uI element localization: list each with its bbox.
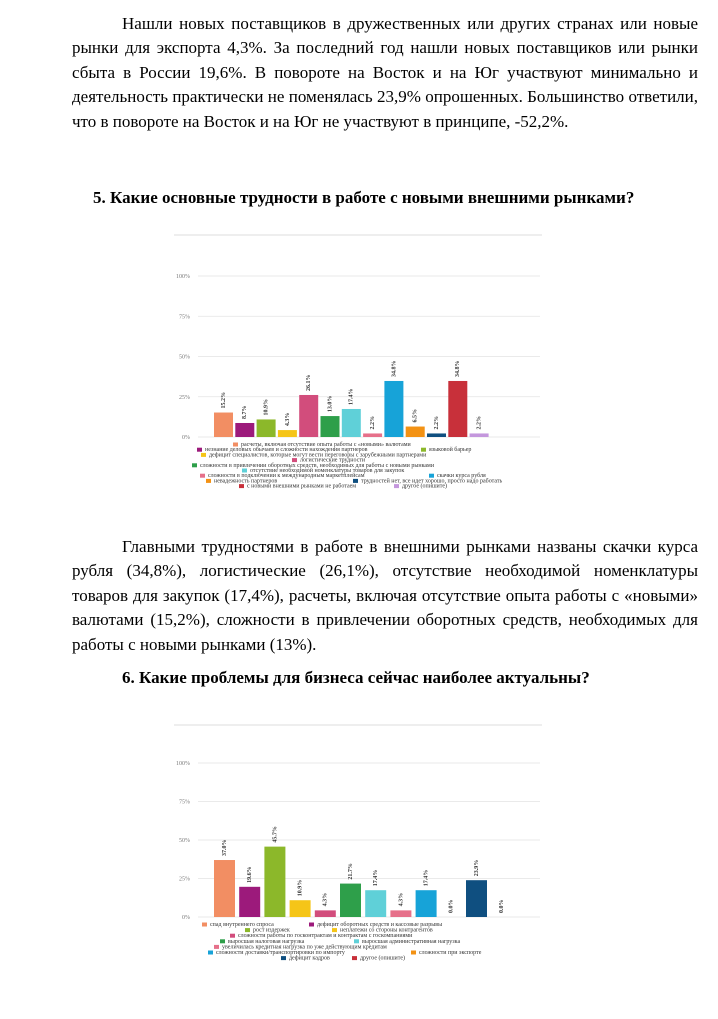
legend-swatch [309, 923, 314, 927]
chart-difficulties-external-markets [150, 232, 550, 517]
legend-swatch [192, 463, 197, 467]
bar [342, 409, 361, 437]
bar [427, 433, 446, 437]
bar [299, 395, 318, 437]
bar-value-label: 17.4% [423, 869, 430, 887]
bar-value-label: 34.8% [455, 360, 462, 377]
legend-label: рост издержек [253, 927, 290, 934]
bar [384, 381, 403, 437]
legend-label: выросшая налоговая нагрузка [228, 938, 305, 945]
legend-label: выросшая административная нагрузка [362, 938, 461, 945]
bar-value-label: 17.4% [348, 388, 355, 405]
bar [470, 433, 489, 437]
bar [214, 413, 233, 437]
legend-label: дефицит кадров [289, 955, 330, 962]
legend-swatch [281, 956, 286, 960]
bar [390, 910, 411, 917]
legend-swatch [292, 458, 297, 462]
bar [321, 416, 340, 437]
bar-value-label: 17.4% [373, 869, 380, 887]
y-tick-label: 25% [179, 876, 190, 883]
bar [315, 910, 336, 917]
legend-label: сложности доставки/транспортировки по импорту [216, 950, 345, 956]
bar-value-label: 2.2% [369, 415, 376, 430]
bar [416, 890, 437, 917]
legend-swatch [239, 484, 244, 488]
chart-business-problems [150, 722, 550, 992]
legend-label: сложности в подключении к международным маркетплейсам [208, 473, 365, 480]
legend-swatch [220, 939, 225, 943]
bar [466, 880, 487, 917]
legend-swatch [353, 479, 358, 483]
legend-label: отсутствие необходимой номенклатуры товаров для закупок [250, 468, 405, 474]
bar-value-label: 21.7% [347, 863, 354, 880]
bar-value-label: 0.0% [499, 899, 506, 913]
legend-swatch [214, 945, 219, 949]
bar [448, 381, 467, 437]
bar-value-label: 37.0% [221, 839, 228, 857]
legend-label: с новыми внешними рынками не работаем [247, 483, 357, 490]
bar-value-label: 19.6% [247, 866, 254, 883]
bar-value-label: 10.9% [297, 879, 304, 897]
legend-label: спад внутреннего спроса [210, 922, 274, 928]
bar-value-label: 13.0% [327, 395, 334, 413]
legend-label: скачки курса рубля [437, 473, 486, 480]
bar [290, 900, 311, 917]
bar-value-label: 26.1% [306, 374, 313, 391]
bar-value-label: 8.7% [242, 405, 249, 419]
paragraph-intro: Нашли новых поставщиков в дружественных или других странах или новые рынки для экспорта 4,3%. За последний год нашли новых поставщиков или рынки сбыта в России 19,6%. В повороте на Восток и на Юг участвуют минимально и деятельность практически не поменялась 23,9% опрошенных. Большинство ответили, что в повороте на Восток и на Юг не участвуют в принципе, -52,2%. [72, 14, 698, 131]
bar-value-label: 4.3% [284, 412, 291, 427]
legend-label: невадежность партнеров [214, 478, 278, 485]
question-6-heading: 6. Какие проблемы для бизнеса сейчас наиболее актуальны? [122, 668, 590, 687]
legend-label: другое (опишите) [360, 955, 406, 962]
bar [264, 847, 285, 917]
legend-swatch [201, 453, 206, 457]
legend-swatch [242, 469, 247, 473]
y-tick-label: 0% [182, 915, 190, 921]
bar-value-label: 45.7% [272, 826, 279, 843]
legend-label: языковой барьер [429, 447, 472, 454]
bar-value-label: 4.3% [398, 892, 405, 907]
legend-swatch [394, 484, 399, 488]
y-tick-label: 0% [182, 435, 190, 441]
bar [278, 430, 297, 437]
y-tick-label: 50% [179, 838, 190, 844]
paragraph-difficulties-summary: Главными трудностями в работе в внешними рынками названы скачки курса рубля (34,8%), логистические (26,1%), отсутствие необходимой номенклатуры товаров для закупок (17,4%), расчеты, включая отсутствие опыта работы с «новыми» валютами (15,2%), сложности в привлечении оборотных средств, необходимых для работы с новыми рынками (13%). [72, 537, 698, 654]
bar [365, 890, 386, 917]
bar-value-label: 2.2% [476, 415, 483, 430]
bar [363, 433, 382, 437]
legend-label: логистические трудности [300, 457, 366, 464]
legend-label: дефицит оборотных средств и кассовые разрывы [317, 922, 443, 928]
bar-value-label: 2.2% [433, 415, 440, 430]
legend-swatch [332, 928, 337, 932]
bar [214, 860, 235, 917]
legend-label: увеличилась кредитная нагрузка по уже действующим кредитам [222, 944, 387, 951]
legend-label: неплатежи со стороны контрагентов [340, 927, 433, 934]
legend-swatch [202, 923, 207, 927]
legend-label: расчеты, включая отсутствие опыта работы с «новыми» валютами [241, 442, 411, 448]
legend-label: трудностей нет, все идет хорошо, просто надо работать [361, 478, 503, 485]
bar-value-label: 6.5% [412, 409, 419, 423]
bar-value-label: 15.2% [220, 392, 227, 409]
bar-value-label: 34.8% [391, 360, 398, 377]
legend-label: дефицит специалистов, которые могут вести переговоры с зарубежными партнерами [209, 452, 427, 459]
bar [239, 887, 260, 917]
legend-swatch [200, 474, 205, 478]
y-tick-label: 25% [179, 394, 190, 401]
bar [257, 419, 276, 437]
legend-swatch [411, 951, 416, 955]
legend-swatch [197, 448, 202, 452]
legend-swatch [208, 951, 213, 955]
legend-label: незнание деловых обычаев и сложности нахождения партнеров [205, 447, 368, 454]
legend-swatch [421, 448, 426, 452]
bar-value-label: 23.9% [473, 859, 480, 877]
legend-swatch [230, 934, 235, 938]
y-tick-label: 75% [179, 314, 190, 321]
legend-swatch [354, 939, 359, 943]
question-5-heading: 5. Какие основные трудности в работе с новыми внешними рынками? [93, 188, 635, 207]
bar [235, 423, 254, 437]
legend-swatch [233, 443, 238, 447]
bar-value-label: 4.3% [322, 892, 329, 907]
legend-label: сложности работы по госконтрактам и контрактам с госкомпаниями [238, 933, 413, 940]
legend-label: другое (опишите) [402, 483, 448, 490]
y-tick-label: 75% [179, 799, 190, 806]
y-tick-label: 100% [176, 274, 190, 280]
bar-value-label: 0.0% [448, 899, 455, 913]
legend-swatch [429, 474, 434, 478]
legend-label: сложности при экспорте [419, 950, 482, 956]
legend-swatch [245, 928, 250, 932]
legend-label: сложности в привлечении оборотных средств, необходимых для работы с новыми рынками [200, 462, 435, 469]
bar [340, 884, 361, 917]
y-tick-label: 50% [179, 354, 190, 361]
bar-value-label: 10.9% [263, 398, 270, 416]
bar [406, 427, 425, 437]
legend-swatch [206, 479, 211, 483]
legend-swatch [352, 956, 357, 960]
y-tick-label: 100% [176, 761, 190, 767]
